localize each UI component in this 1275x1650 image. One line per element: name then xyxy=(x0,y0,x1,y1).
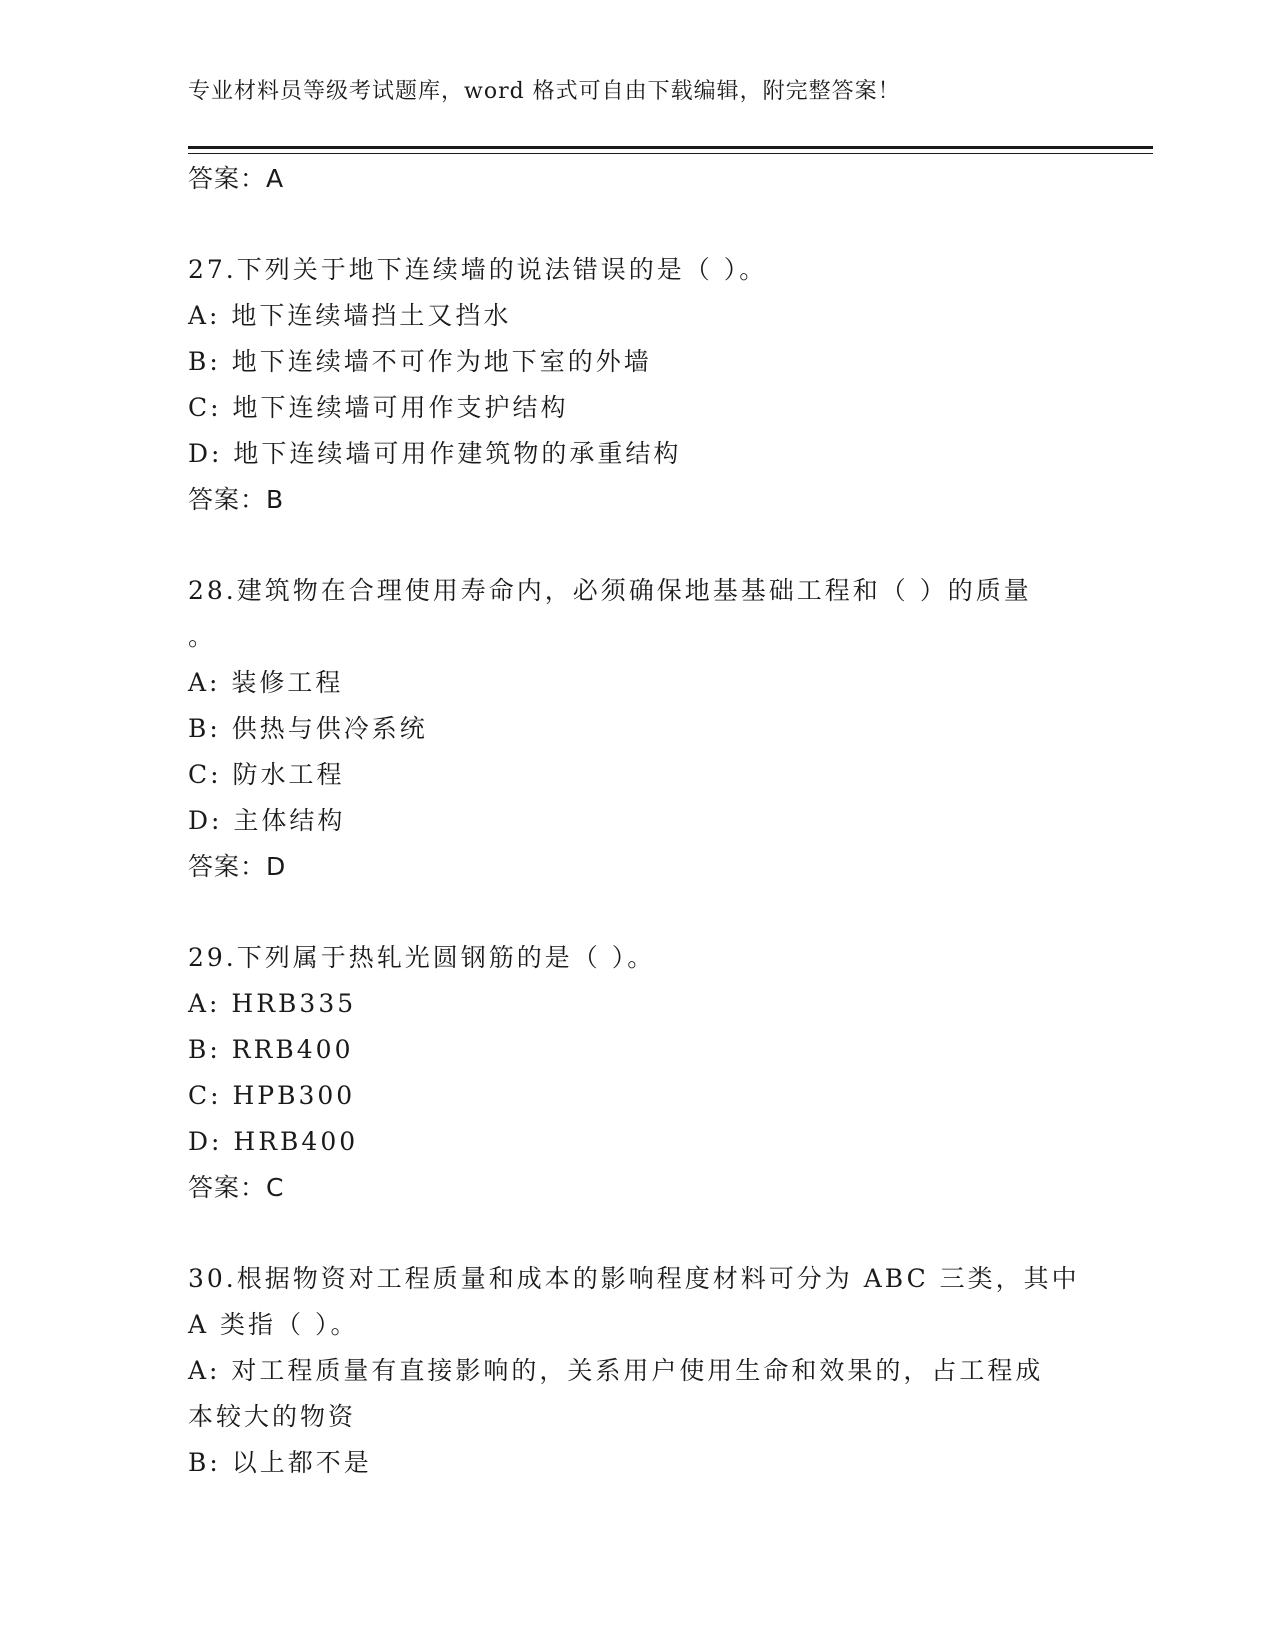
answer-27: 答案：B xyxy=(188,485,285,514)
answer-29: 答案：C xyxy=(188,1173,285,1202)
question-stem-continued: A 类指（ ）。 xyxy=(188,1310,359,1339)
option-d: D: 地下连续墙可用作建筑物的承重结构 xyxy=(188,439,682,468)
option-d: D: 主体结构 xyxy=(188,806,346,835)
question-stem: 27.下列关于地下连续墙的说法错误的是（ ）。 xyxy=(188,255,768,284)
answer-26: 答案：A xyxy=(188,164,285,193)
option-b: B: RRB400 xyxy=(188,1035,354,1064)
question-28 xyxy=(188,568,1088,890)
question-30 xyxy=(188,1256,1088,1486)
question-stem-continued: 。 xyxy=(188,622,217,651)
question-stem: 29.下列属于热轧光圆钢筋的是（ ）。 xyxy=(188,943,656,972)
question-29 xyxy=(188,935,1088,1211)
header-rule-thick xyxy=(188,146,1153,149)
option-a: A: HRB335 xyxy=(188,989,357,1018)
page-header: 专业材料员等级考试题库，word 格式可自由下载编辑，附完整答案！ xyxy=(188,79,901,104)
question-stem: 28.建筑物在合理使用寿命内，必须确保地基基础工程和（ ）的质量 xyxy=(188,576,1032,605)
answer-28: 答案：D xyxy=(188,852,287,881)
option-a: A: 装修工程 xyxy=(188,668,344,697)
question-27 xyxy=(188,247,1088,523)
option-b: B: 地下连续墙不可作为地下室的外墙 xyxy=(188,347,652,376)
option-b: B: 供热与供冷系统 xyxy=(188,714,428,743)
option-c: C: 地下连续墙可用作支护结构 xyxy=(188,393,569,422)
option-a: A: 对工程质量有直接影响的，关系用户使用生命和效果的，占工程成 xyxy=(188,1356,1044,1385)
header-rule-thin xyxy=(188,153,1153,154)
document-body xyxy=(188,156,1088,1486)
option-a: A: 地下连续墙挡土又挡水 xyxy=(188,301,512,330)
option-d: D: HRB400 xyxy=(188,1127,359,1156)
option-c: C: HPB300 xyxy=(188,1081,356,1110)
option-a-continued: 本较大的物资 xyxy=(188,1402,357,1431)
option-c: C: 防水工程 xyxy=(188,760,345,789)
question-stem: 30.根据物资对工程质量和成本的影响程度材料可分为 ABC 三类，其中 xyxy=(188,1264,1080,1293)
option-b: B: 以上都不是 xyxy=(188,1448,372,1477)
